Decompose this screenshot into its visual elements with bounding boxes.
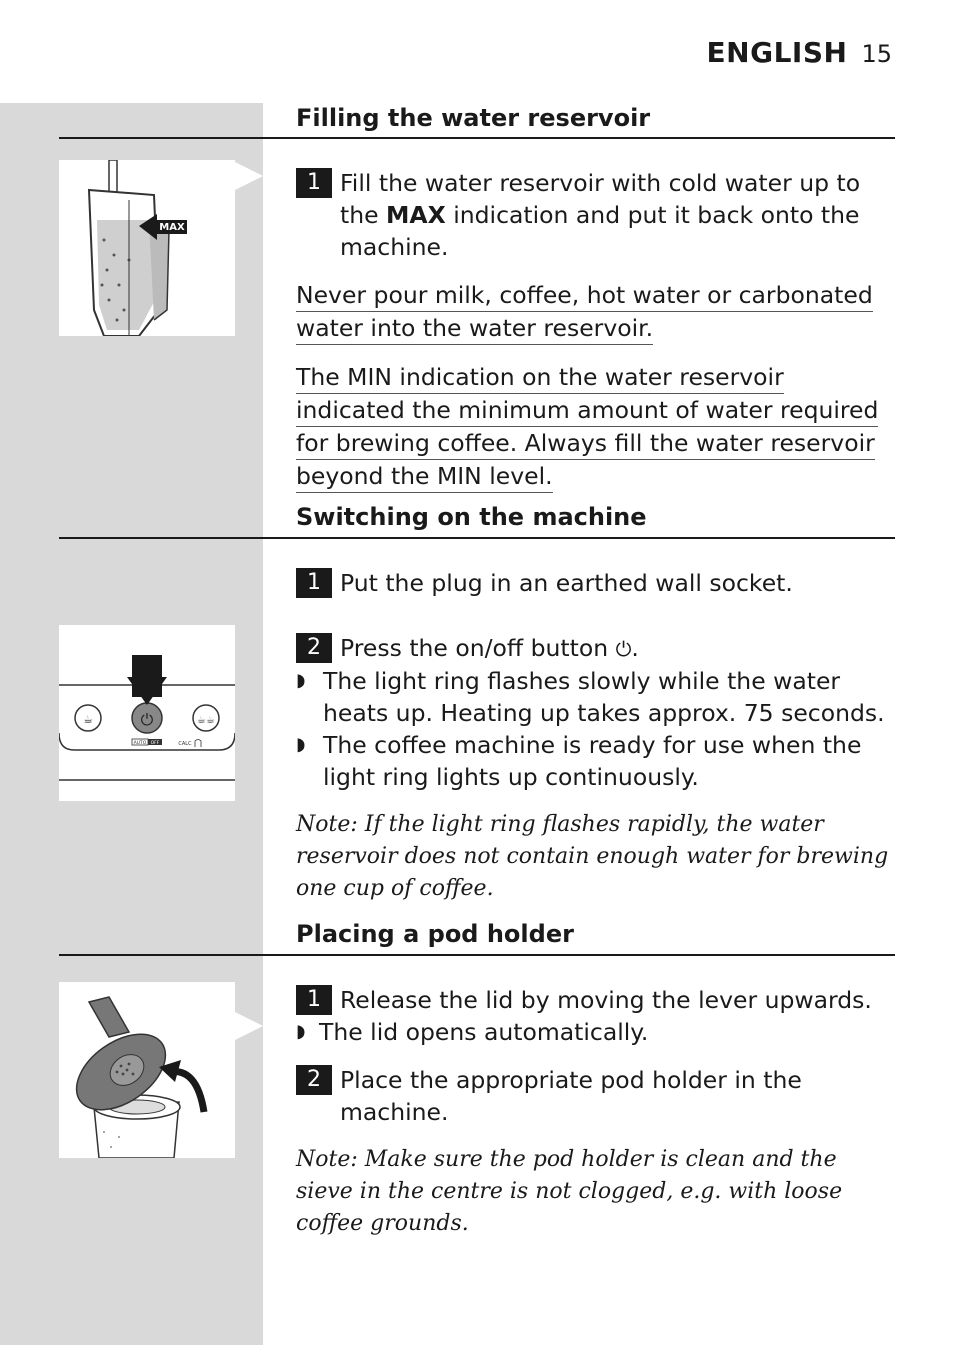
step-2 [296,1064,896,1128]
page-number: 15 [861,40,892,68]
step-text-part: . [631,634,639,662]
warning-min-level [296,361,896,493]
section-rule [59,954,895,956]
step-text: Put the plug in an earthed wall socket. [340,569,793,597]
section-title-switching: Switching on the machine [296,503,647,531]
svg-text:☕☕: ☕☕ [197,715,215,726]
illustration-pointer [235,162,263,190]
section-rule [59,137,895,139]
warning-milk [296,279,896,345]
lid-opening-icon [59,982,235,1158]
bullet-text: The light ring flashes slowly while the water heats up. Heating up takes approx. 75 seconds. [323,667,885,727]
section-pod-holder-body [296,984,896,1240]
step-number: 2 [296,633,332,663]
lid-lever-illustration [59,982,235,1158]
auto-label: AUTO [133,741,147,746]
svg-text:⏻: ⏻ [140,710,154,729]
bullet-marker-icon: ◗ [296,1021,306,1042]
step-number: 1 [296,985,332,1015]
illustration-pointer [235,1012,263,1040]
step-1 [296,984,896,1016]
off-label: OFF [150,741,160,746]
section-filling-body [296,167,896,493]
power-button-icon [59,625,235,801]
power-icon: ⏻ [615,637,632,661]
bullet-text: The lid opens automatically. [319,1018,649,1046]
bullet-item [296,665,896,729]
svg-text:☕: ☕ [83,713,93,726]
section-rule [59,537,895,539]
section-switching-body [296,567,896,905]
calc-label: CALC [178,741,192,747]
step-text [340,167,896,263]
warning-line: Never pour milk, coffee, hot water or carbonated [296,280,873,312]
control-panel-illustration [59,625,235,801]
step-number: 1 [296,168,332,198]
warning-line: indicated the minimum amount of water required [296,395,878,427]
water-reservoir-illustration [59,160,235,336]
warning-line: beyond the MIN level. [296,461,553,493]
warning-line: for brewing coffee. Always fill the water reservoir [296,428,875,460]
step-text-part: indication and put it back onto the machine. [340,201,860,261]
warning-line: water into the water reservoir. [296,313,653,345]
step-2 [296,632,896,665]
note-pod-holder: Note: Make sure the pod holder is clean and the sieve in the centre is not clogged, e.g. with loose coffee grounds. [296,1147,843,1236]
bullet-item [296,1016,896,1048]
water-reservoir-icon [59,160,235,336]
note-light-ring: Note: If the light ring flashes rapidly, the water reservoir does not contain enough water for brewing one cup of coffee. [296,812,889,901]
step-text-part: Press the on/off button [340,634,609,662]
section-title-filling: Filling the water reservoir [296,104,651,132]
step-text [340,632,896,665]
bullet-text: The coffee machine is ready for use when the light ring lights up continuously. [323,731,862,791]
language-label: ENGLISH [706,36,848,69]
step-text-part: Fill the water reservoir with cold water up to the [340,169,861,229]
bullet-marker-icon: ◗ [296,670,306,691]
page-header [707,36,892,69]
bullet-item [296,729,896,793]
step-text: Release the lid by moving the lever upwards. [340,986,872,1014]
section-title-pod-holder: Placing a pod holder [296,920,574,948]
max-bold: MAX [386,201,446,229]
bullet-marker-icon: ◗ [296,734,306,755]
warning-line: The MIN indication on the water reservoir [296,362,784,394]
step-number: 1 [296,568,332,598]
max-label: MAX [159,222,185,233]
step-text: Place the appropriate pod holder in the machine. [340,1066,802,1126]
step-1 [296,567,896,599]
step-1 [296,167,896,263]
step-number: 2 [296,1065,332,1095]
